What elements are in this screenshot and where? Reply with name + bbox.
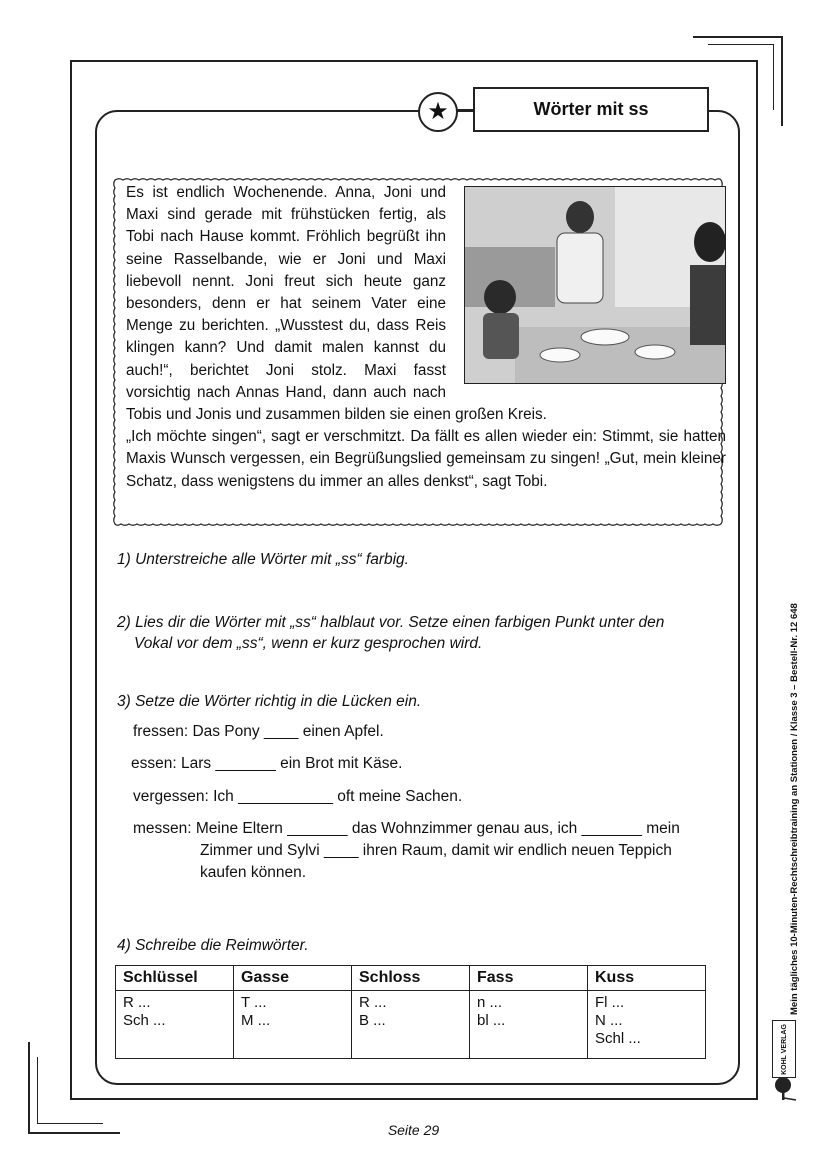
- rhyme-item: B ...: [359, 1012, 386, 1029]
- rhyme-cell: [588, 991, 706, 1059]
- photo-placeholder: [465, 187, 725, 383]
- rhyme-header: Kuss: [588, 966, 706, 991]
- fill-sentence-messen-1: messen: Meine Eltern _______ das Wohnzimmer genau aus, ich _______ mein: [133, 820, 680, 837]
- corner-line: [773, 44, 774, 110]
- rhyme-cell: [352, 991, 470, 1059]
- fill-sentence-fressen: fressen: Das Pony ____ einen Apfel.: [133, 723, 384, 740]
- rhyme-item: N ...: [595, 1012, 623, 1029]
- corner-line: [781, 36, 783, 126]
- corner-line: [37, 1057, 38, 1123]
- rhyme-header: Fass: [470, 966, 588, 991]
- page-number: Seite 29: [387, 1122, 440, 1138]
- publisher-name: KOHL VERLAG: [780, 1023, 788, 1075]
- rhyme-item: Sch ...: [123, 1012, 166, 1029]
- rhyme-table-row: [116, 991, 706, 1059]
- rhyme-header: Schlüssel: [116, 966, 234, 991]
- rhyme-header: Schloss: [352, 966, 470, 991]
- fill-sentence-messen-2: Zimmer und Sylvi ____ ihren Raum, damit wir endlich neuen Teppich: [200, 842, 672, 859]
- fill-sentence-messen-3: kaufen können.: [200, 864, 307, 881]
- rhyme-item: R ...: [123, 994, 151, 1011]
- story-paragraph-end: „Ich möchte singen“, sagt er verschmitzt. Da fällt es allen wieder ein: Stimmt, sie hatten Maxis Wunsch vergessen, ein Begrüßungslied gemeinsam zu singen! „Gut, mein kleiner Schatz, dass wenigstens du immer an alles denkst“, sagt Tobi.: [126, 428, 726, 490]
- rhyme-item: T ...: [241, 994, 267, 1011]
- rhyme-table: [115, 965, 706, 1059]
- publisher-logo: [770, 1020, 800, 1102]
- corner-line: [693, 36, 783, 38]
- rhyme-cell: [116, 991, 234, 1059]
- rhyme-item: Schl ...: [595, 1030, 641, 1047]
- rhyme-cell: [470, 991, 588, 1059]
- rhyme-cell: [234, 991, 352, 1059]
- star-icon: ★: [418, 92, 458, 132]
- rhyme-item: n ...: [477, 994, 503, 1011]
- task-3: 3) Setze die Wörter richtig in die Lücken ein.: [117, 693, 422, 710]
- fill-sentence-vergessen: vergessen: Ich ___________ oft meine Sachen.: [133, 788, 463, 805]
- rhyme-item: Fl ...: [595, 994, 625, 1011]
- rhyme-table-header-row: [116, 966, 706, 991]
- fill-sentence-essen: essen: Lars _______ ein Brot mit Käse.: [131, 755, 403, 772]
- task-1: 1) Unterstreiche alle Wörter mit „ss“ farbig.: [117, 551, 409, 568]
- side-order-text: Mein tägliches 10-Minuten-Rechtschreibtraining an Stationen / Klasse 3 – Bestell-Nr. 12 648: [789, 603, 800, 1015]
- task-2-line-2: Vokal vor dem „ss“, wenn er kurz gesprochen wird.: [134, 635, 483, 652]
- story-text: [126, 182, 726, 493]
- corner-line: [28, 1042, 30, 1134]
- rhyme-item: R ...: [359, 994, 387, 1011]
- family-breakfast-photo: [464, 186, 726, 384]
- rhyme-item: bl ...: [477, 1012, 506, 1029]
- page-title-text: Wörter mit ss: [533, 99, 649, 119]
- page-title: [473, 87, 709, 132]
- rhyme-header: Gasse: [234, 966, 352, 991]
- task-2-line-1: 2) Lies dir die Wörter mit „ss“ halblaut vor. Setze einen farbigen Punkt unter den: [117, 614, 665, 631]
- story-paragraph: Es ist endlich Wochenende. Anna, Joni und Maxi sind gerade mit frühstücken fertig, als Tobi nach Hause kommt. Fröhlich begrüßt ihn seine Rasselbande, wie er Joni und Maxi liebevoll nennt. Joni freut sich heute ganz besonders, denn er hat seinem Vater eine Menge zu berichten. „Wusstest du, dass Reis klingen kann? Und damit malen kannst du auch!“, berichtet Joni stolz. Maxi fasst vorsichtig nach Annas Hand, dann auch nach Tobis und Jonis und zusammen bilden sie einen großen Kreis.: [126, 184, 547, 424]
- tree-logo-icon: [770, 1076, 800, 1102]
- task-4: 4) Schreibe die Reimwörter.: [117, 937, 309, 954]
- rhyme-item: M ...: [241, 1012, 271, 1029]
- corner-line: [708, 44, 774, 45]
